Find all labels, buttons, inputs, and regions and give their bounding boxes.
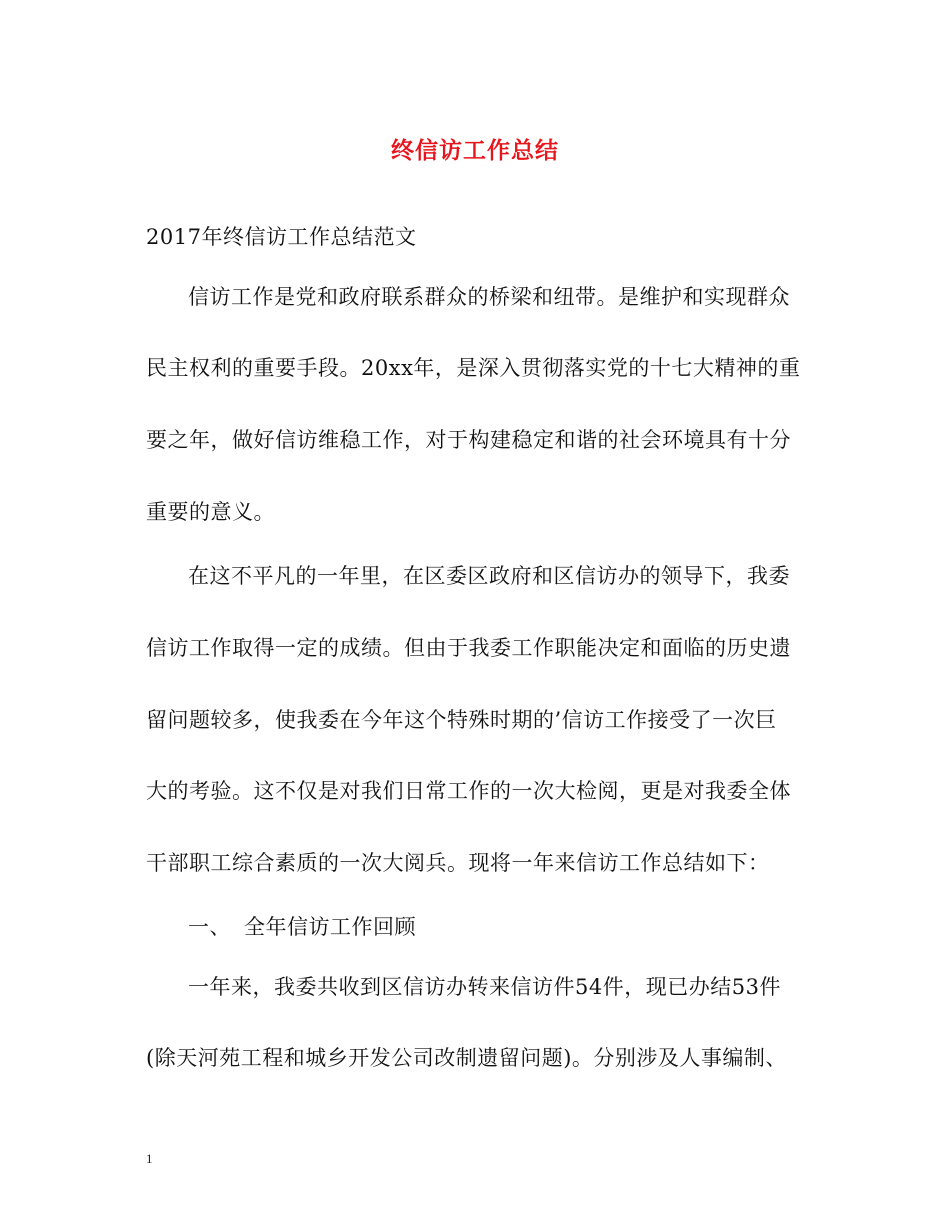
section-number: 一、	[188, 915, 231, 939]
page-number: 1	[146, 1151, 153, 1166]
paragraph-line: 大的考验。这不仅是对我们日常工作的一次大检阅，更是对我委全体	[146, 779, 791, 803]
document-title: 终信访工作总结	[391, 138, 559, 164]
paragraph-line: 重要的意义。	[146, 500, 275, 524]
paragraph-line: 干部职工综合素质的一次大阅兵。现将一年来信访工作总结如下：	[146, 851, 770, 875]
paragraph-line: 在这不平凡的一年里，在区委区政府和区信访办的领导下，我委	[188, 564, 790, 588]
paragraph-line: 一年来，我委共收到区信访办转来信访件54件，现已办结53件	[188, 975, 781, 999]
paragraph-line: 民主权利的重要手段。20xx年，是深入贯彻落实党的十七大精神的重	[146, 356, 801, 380]
section-heading	[188, 912, 848, 942]
document-subtitle: 2017年终信访工作总结范文	[146, 225, 417, 249]
paragraph-line: (除天河苑工程和城乡开发公司改制遗留问题)。分别涉及人事编制、	[146, 1046, 787, 1070]
paragraph-line: 要之年，做好信访维稳工作，对于构建稳定和谐的社会环境具有十分	[146, 428, 791, 452]
paragraph-line: 信访工作是党和政府联系群众的桥梁和纽带。是维护和实现群众	[188, 285, 790, 309]
paragraph-line: 信访工作取得一定的成绩。但由于我委工作职能决定和面临的历史遗	[146, 636, 791, 660]
section-title: 全年信访工作回顾	[244, 915, 416, 939]
paragraph-line: 留问题较多，使我委在今年这个特殊时期的’信访工作接受了一次巨	[146, 708, 777, 732]
